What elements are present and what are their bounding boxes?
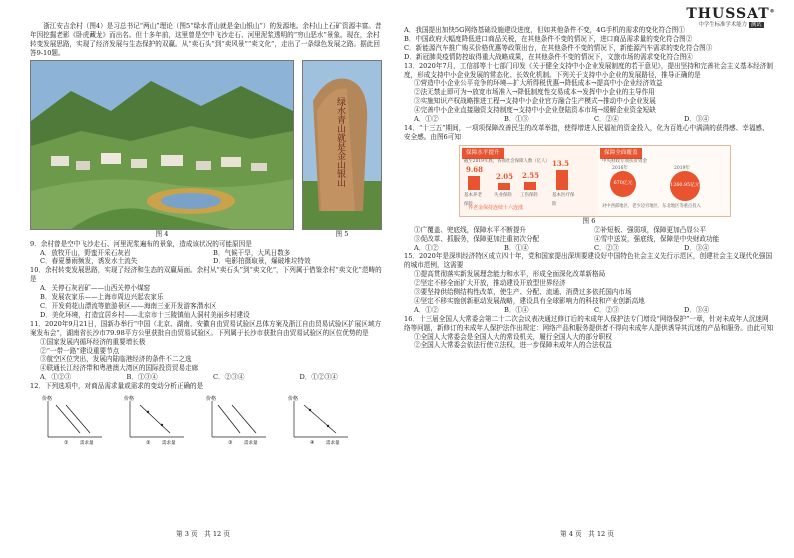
question-10: 10．余村转变发展思路，实现了经济和生态的双赢局面。余村从“卖石头”到“卖文化”，下列属于借鉴余村“卖文化”范畴的是 (30, 266, 382, 284)
year-2016-label: 2016年 (612, 165, 628, 171)
q15-statement-4: ④坚定不移实施创新驱动发展战略，建设具有全球影响力的科技和产业创新高地 (414, 296, 645, 305)
q14-option-d[interactable]: D．③④ (684, 243, 710, 252)
stat-medical-bar (556, 170, 568, 190)
q12-option-a[interactable]: A．我国提出加快5G网络基础设施建设进度，但如其他条件不变，4G手机的需求的变化符合图① (404, 26, 685, 34)
stat-injury-bar (524, 182, 536, 190)
question-12: 12．下列选项中，对商品需求量或需求的变动分析正确的是 (30, 382, 204, 391)
svg-text:需求量: 需求量 (326, 441, 340, 446)
question-9: 9．余村曾是空中飞沙走石、河里泥浆遍布的景象，造成该状况的可能原因是 (30, 239, 252, 248)
intro-paragraph: 浙江安吉余村（图4）是习总书记“两山”理论（图5“绿水青山就是金山银山”）的发源地。余村山上石矿资源丰富。昔年因挖掘老影《卧虎藏龙》而出名。但十多年前，这里曾是空中飞沙走石、河里泥浆透明的“穷山恶水”景象。现在，余村转变发展思路，实现了经济发展与生态保护的双赢。从“卖石头”到“卖风景”“卖文化”，走出了一条绿色发展之路。据此回答9-10题。 (30, 22, 382, 57)
q13-statement-2: ②法无禁止即可为→放宽市场准入→降低制度性交易成本→发挥中小企业的主导作用 (414, 88, 655, 97)
q11-statement-1: ①国家发展内循环经济的重要增长极 (40, 337, 146, 346)
q9-option-a[interactable]: A．放牧开山，野蛮开采石灰岩 (40, 248, 131, 257)
svg-text:价格: 价格 (42, 396, 53, 403)
monument-inscription: 绿水青山就是金山银山 (335, 96, 345, 187)
svg-text:需求量: 需求量 (80, 441, 94, 446)
q15-option-a[interactable]: A．①② (414, 305, 439, 314)
infographic-left-note: 养老金保持连续十六连涨 (468, 204, 524, 211)
q16-statement-2: ②全国人大常委会依法行使立法权，进一步保障未成年人的合法权益 (414, 341, 612, 350)
svg-text:价格: 价格 (288, 396, 299, 403)
stat-medical-value: 13.5 (552, 158, 570, 168)
infographic-right-note: 对中西部地区、老少边穷地区、东北地区等重点投入 (602, 203, 701, 209)
stat-pension-bar (468, 176, 480, 190)
question-15: 15．2020年是深圳经济特区成立四十年，党和国家提出深圳要建设好中国特色社会主义先行示范区，创建社会主义现代化强国的城市范例，这需要 (404, 252, 773, 270)
figure-6-caption: 图 6 (582, 216, 596, 225)
q10-option-d[interactable]: D．美化环境，打造宜居乡村——北京市十三陵镇仙人洞村美丽乡村建设 (40, 310, 250, 319)
svg-text:①: ① (64, 440, 69, 446)
svg-text:③: ③ (228, 440, 233, 446)
year-2019-label: 2019年 (674, 165, 690, 171)
demand-graph-1 (40, 393, 108, 445)
right-page (404, 26, 774, 350)
demand-graphs (40, 393, 386, 445)
q16-statement-1: ①全国人大常委会是全国人大的常设机关，履行全国人大的部分职权 (414, 332, 612, 341)
q13-option-d[interactable]: D．③④ (684, 115, 710, 124)
infographic-poverty-panel (598, 146, 730, 216)
q14-statement-1: ①广覆盖、兜底线，保障水平不断提升 (414, 225, 527, 234)
demand-graph-4 (286, 393, 354, 445)
q15-option-d[interactable]: D．③④ (684, 305, 710, 314)
q11-statement-3: ③航空区位突出，发展内陆临港经济的条件不二之选 (40, 355, 192, 364)
svg-text:②: ② (146, 440, 151, 446)
logo (686, 6, 776, 28)
infographic-right-subtitle: 中央财政专项扶贫资金 (602, 158, 647, 164)
demand-graph-2 (122, 393, 190, 445)
q14-option-b[interactable]: B．①④ (504, 243, 529, 252)
q11-statement-4: ④联通长江经济带和粤港澳大湾区的国际投资贸易走廊 (40, 364, 199, 373)
q11-option-b[interactable]: B．①③④ (126, 373, 158, 382)
q12-option-b[interactable]: B．中国政府大幅度降低进口商品关税，在其他条件不变的情况下，进口商品需求量的变化符合图② (404, 34, 693, 43)
stat-unemployment-value: 2.05 (496, 171, 514, 181)
q12-option-d[interactable]: D．新冠肺炎疫情防控取得重大战略成果，在其他条件不变的情况下，文旅市场的需求变化符合图④ (404, 52, 693, 61)
figure-row (30, 60, 386, 240)
q14-statement-4: ④雪中送炭，强底线，保障是中央财政功能 (594, 234, 720, 243)
infographic-coverage-panel (460, 146, 598, 216)
q11-statement-2: ②“一带一路”建设重要节点 (40, 346, 120, 355)
infographic-left-subtitle: 截至2019年底，各项社会保障人数（亿人） (464, 158, 550, 164)
right-page-footer: 第 4 页 共 12 页 (560, 530, 614, 538)
q15-option-b[interactable]: B．①④ (504, 305, 529, 314)
logo-tagline: 中学生标准学术能力 测试 (698, 22, 762, 28)
q11-options (30, 373, 386, 382)
stat-medical-label: 基本医疗保险 (552, 192, 575, 207)
stat-pension-label: 基本养老保险 (464, 192, 482, 207)
q15-statement-3: ③要坚持供给侧结构性改革，使生产、分配、流通、消费过多依托国内市场 (414, 288, 632, 297)
q9-option-c[interactable]: C．春夏暴雨频发，诱发水土流失 (40, 257, 138, 266)
stat-unemployment-bar (498, 183, 510, 190)
q11-option-d[interactable]: D．①②③④ (299, 373, 338, 382)
question-11: 11．2020年9月21日，国新办举行“中国（北京、湖南、安徽自由贸易试验区总体方案及浙江自由贸易试验区扩展区域方案发布会”，湖南省长沙市79.98平方公里获批自由贸易试验区。下列属于长沙市获批自由贸易试验区的区位优势的是 (30, 319, 382, 337)
q13-option-a[interactable]: A．①② (414, 115, 439, 124)
funding-2019-circle: 1260.95亿元 (670, 171, 700, 201)
logo-brand: THUSSAT® (686, 6, 776, 22)
svg-text:④: ④ (310, 440, 315, 446)
q10-option-b[interactable]: B．发展农家乐——上海市周边兴起农家乐 (40, 293, 164, 302)
figure-5-caption: 图 5 (335, 229, 349, 238)
q13-statement-3: ③实施知识产权战略推进工程→支持中小企业官方融合生产模式→推动中小企业发展 (414, 97, 656, 106)
q9-option-b[interactable]: B．气候干旱，大风日数多 (213, 248, 291, 257)
q11-option-c[interactable]: C．②③④ (213, 373, 245, 382)
demand-graph-3 (204, 393, 272, 445)
q14-option-c[interactable]: C．②③ (594, 243, 619, 252)
stat-injury-value: 2.55 (522, 170, 540, 180)
q10-option-a[interactable]: A．关停石灰岩矿——山西关停小煤窑 (40, 284, 151, 293)
q9-option-d[interactable]: D．电影拍摄取景，爆破堆垃特效 (213, 257, 311, 266)
svg-text:价格: 价格 (124, 396, 135, 403)
q14-option-a[interactable]: A．①② (414, 243, 439, 252)
stone-monument-photo (302, 60, 382, 230)
funding-2016-circle: 670亿元 (610, 171, 636, 197)
q15-options (404, 306, 774, 315)
village-photo (30, 60, 294, 230)
q10-option-c[interactable]: C．开发荷花山漂流等旅游景区——海南三亚开发游客潜水区 (40, 301, 217, 310)
infographic-right-heading: 保障全面覆盖 (600, 148, 642, 159)
figure-4-caption: 图 4 (155, 229, 169, 238)
svg-text:价格: 价格 (206, 396, 217, 403)
q13-option-b[interactable]: B．①③ (504, 115, 529, 124)
q14-statement-2: ②补短板、强弱项，保障更加凸显公平 (594, 225, 707, 234)
q14-statement-3: ③促改革、抓服务，保障更加注重初次分配 (414, 234, 540, 243)
q13-options (404, 115, 774, 124)
left-page (30, 22, 386, 445)
q13-option-c[interactable]: C．②④ (594, 115, 619, 124)
q15-option-c[interactable]: C．②③ (594, 305, 619, 314)
question-14: 14．“十三五”期间，一项项保障改善民生的改革举措，使得增进人民福祉的资金投入，化为百姓心中满满的获得感、幸福感、安全感。由图6可知 (404, 123, 769, 141)
left-page-footer: 第 3 页 共 12 页 (176, 530, 230, 538)
infographic-left-heading: 保障水平提升 (462, 148, 504, 159)
stat-pension-value: 9.68 (466, 164, 484, 174)
stat-unemployment-label: 失业保险 (494, 192, 512, 198)
q11-option-a[interactable]: A．①②③ (40, 373, 72, 382)
svg-text:需求量: 需求量 (244, 441, 258, 446)
stat-injury-label: 工伤保险 (520, 192, 538, 198)
q12-option-c[interactable]: C．新能源汽车推广购买价格优惠等政策出台，在其他条件不变的情况下，新能源汽车需求的变化符合图③ (404, 43, 713, 52)
social-security-infographic (459, 145, 731, 217)
q13-statement-4: ④完善中小企业直接融资支持制度→支持中小企业登陆资本市场→缓解企业资金短缺 (414, 106, 656, 115)
question-16: 16．十三届全国人大常委会第二十二次会议表决通过修订后的未成年人保护法专门增设“网络保护”一章，针对未成年人沉迷网络等问题，新修订的未成年人保护法作出规定：网络产品和服务提供者不得向未成年人提供诱导其沉迷的产品和服务。由此可知 (404, 314, 774, 332)
question-13: 13．2020年7月，工信部等十七部门印发《关于健全支持中小企业发展制度的若干意见》，提出坚持和完善社会主义基本经济制度，形成支持中小企业发展的常态化、长效化机制。下列关于支持中小企业的发展路径，推导正确的是 (404, 61, 773, 79)
q13-statement-1: ①营造中小企业公平竞争的环境—扩大所得税优惠→降低成本→提高中小企业经济效益 (414, 79, 663, 88)
q15-statement-2: ②坚定不移全面扩大开放，推动建设开放型世界经济 (414, 279, 566, 288)
q15-statement-1: ①提高贯彻落实新发展理念能力和水平，形成全面深化改革新格局 (414, 270, 606, 279)
svg-text:需求量: 需求量 (162, 441, 176, 446)
